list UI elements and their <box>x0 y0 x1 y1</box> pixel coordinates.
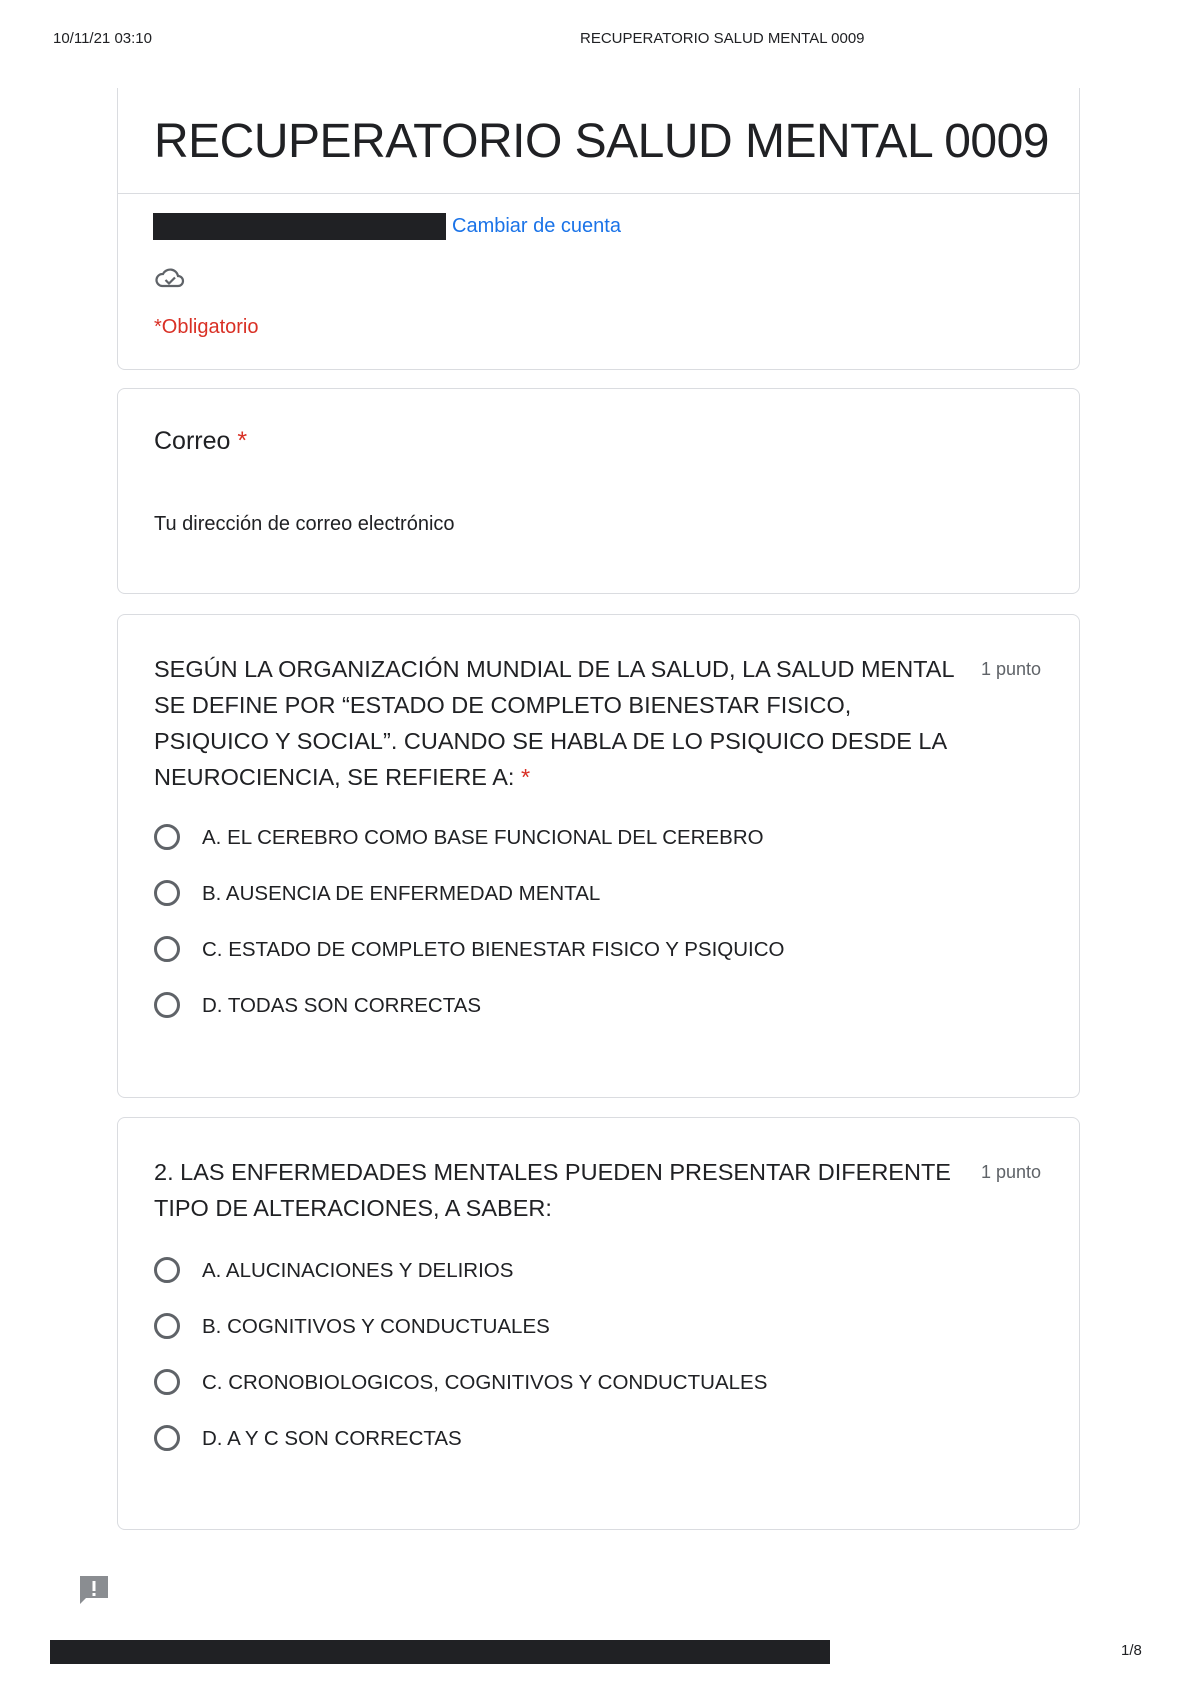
radio-button[interactable] <box>154 1369 180 1395</box>
option-label: A. ALUCINACIONES Y DELIRIOS <box>202 1259 514 1282</box>
required-asterisk: * <box>520 764 531 790</box>
radio-button[interactable] <box>154 992 180 1018</box>
radio-button[interactable] <box>154 880 180 906</box>
question-card-2 <box>117 1117 1080 1530</box>
print-doc-title: RECUPERATORIO SALUD MENTAL 0009 <box>580 30 865 47</box>
print-header <box>53 30 1136 50</box>
option-label: A. EL CEREBRO COMO BASE FUNCIONAL DEL CEREBRO <box>202 826 764 849</box>
cloud-done-icon <box>154 264 186 292</box>
question-1-label: SEGÚN LA ORGANIZACIÓN MUNDIAL DE LA SALUD, LA SALUD MENTAL SE DEFINE POR “ESTADO DE COMPLETO BIENESTAR FISICO, PSIQUICO Y SOCIAL”. CUANDO SE HABLA DE LO PSIQUICO DESDE LA NEUROCIENCIA, SE REFIERE A: <box>154 656 954 790</box>
form-header-card <box>117 88 1080 370</box>
form-title: RECUPERATORIO SALUD MENTAL 0009 <box>154 115 1049 168</box>
required-note: *Obligatorio <box>154 316 259 338</box>
option-label: B. COGNITIVOS Y CONDUCTUALES <box>202 1315 550 1338</box>
option-label: C. CRONOBIOLOGICOS, COGNITIVOS Y CONDUCTUALES <box>202 1371 768 1394</box>
redacted-account-email <box>153 213 446 240</box>
switch-account-link[interactable]: Cambiar de cuenta <box>452 215 621 237</box>
option-label: C. ESTADO DE COMPLETO BIENESTAR FISICO Y PSIQUICO <box>202 938 785 961</box>
radio-button[interactable] <box>154 824 180 850</box>
print-date: 10/11/21 03:10 <box>53 30 152 47</box>
title-divider <box>118 193 1079 194</box>
question-1-points: 1 punto <box>980 659 1041 679</box>
radio-button[interactable] <box>154 1257 180 1283</box>
redacted-footer-url <box>50 1640 830 1664</box>
radio-button[interactable] <box>154 1425 180 1451</box>
question-card-1 <box>117 614 1080 1098</box>
email-question-title <box>154 427 247 456</box>
option-label: D. TODAS SON CORRECTAS <box>202 994 482 1017</box>
question-2-points: 1 punto <box>980 1162 1041 1182</box>
email-question-card <box>117 388 1080 594</box>
radio-button[interactable] <box>154 936 180 962</box>
option-label: D. A Y C SON CORRECTAS <box>202 1427 462 1450</box>
report-feedback-icon[interactable] <box>77 1573 111 1607</box>
option-label: B. AUSENCIA DE ENFERMEDAD MENTAL <box>202 882 601 905</box>
question-2-text: 2. LAS ENFERMEDADES MENTALES PUEDEN PRESENTAR DIFERENTE TIPO DE ALTERACIONES, A SABER: <box>154 1159 951 1221</box>
email-input[interactable]: Tu dirección de correo electrónico <box>154 513 455 535</box>
radio-button[interactable] <box>154 1313 180 1339</box>
required-asterisk: * <box>237 427 248 455</box>
question-1-text <box>154 651 954 795</box>
page-number: 1/8 <box>1121 1642 1142 1659</box>
email-question-label: Correo <box>154 427 231 455</box>
